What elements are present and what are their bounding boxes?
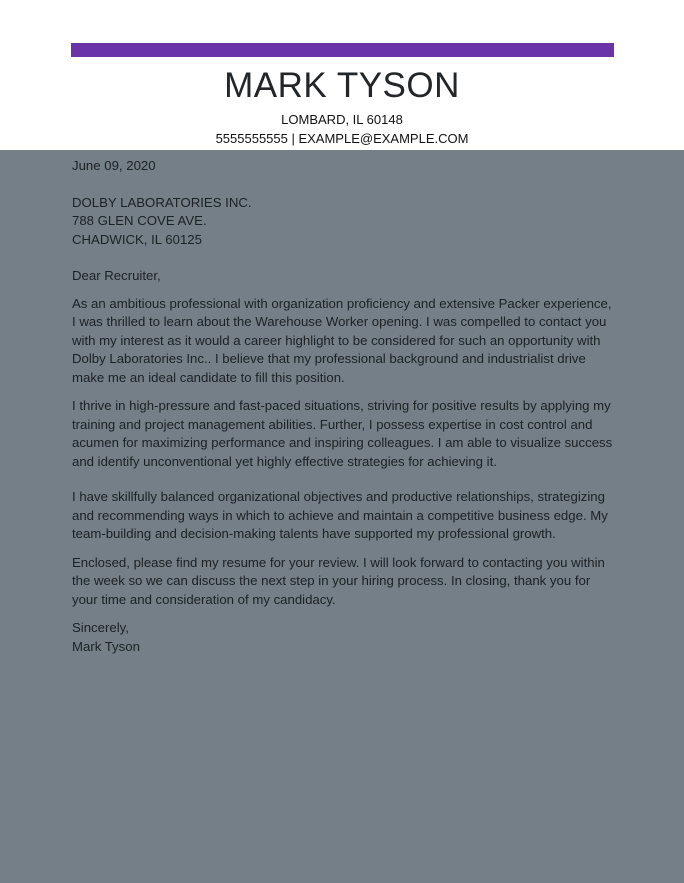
recipient-address <box>72 194 617 250</box>
signature-name: Mark Tyson <box>72 638 140 654</box>
paragraph-experience: I have skillfully balanced organizational objectives and productive relationships, strategizing and recommending ways in which to achieve and maintain a competitive business edge. My team-building and decision-making talents have supported my professional growth. <box>72 489 608 541</box>
paragraph-closing: Enclosed, please find my resume for your review. I will look forward to contacting you within the week so we can discuss the next step in your hiring process. In closing, thank you for your time and consideration of my candidacy. <box>72 554 605 607</box>
applicant-contact: 5555555555 | EXAMPLE@EXAMPLE.COM <box>215 131 469 146</box>
closing-phrase: Sincerely, <box>72 620 129 635</box>
letter-date: June 09, 2020 <box>72 158 156 173</box>
letter-content <box>72 157 617 656</box>
letter-body <box>0 150 684 883</box>
paragraph-intro: As an ambitious professional with organization proficiency and extensive Packer experience, I was thrilled to learn about the Warehouse Worker opening. I was compelled to contact you with my interest as it would a career highlight to be considered for such an opportunity with Dolby Laboratories Inc.. I believe that my professional background and industrialist drive make me an ideal candidate to fill this position. <box>72 295 612 385</box>
recipient-street: 788 GLEN COVE AVE. <box>72 213 207 228</box>
applicant-name: MARK TYSON <box>224 66 460 105</box>
letter-header <box>0 62 684 148</box>
recipient-city: CHADWICK, IL 60125 <box>72 231 202 247</box>
salutation: Dear Recruiter, <box>72 268 161 283</box>
accent-bar <box>71 43 614 57</box>
paragraph-strengths: I thrive in high-pressure and fast-paced situations, striving for positive results by applying my training and project management abilities. Further, I possess expertise in cost control and acumen for maximizing performance and inspiring colleagues. I am able to visualize success and identify unconventional yet highly effective strategies for achieving it. <box>72 398 613 469</box>
recipient-company: DOLBY LABORATORIES INC. <box>72 194 252 210</box>
sign-off <box>72 619 617 656</box>
applicant-location: LOMBARD, IL 60148 <box>281 112 403 127</box>
